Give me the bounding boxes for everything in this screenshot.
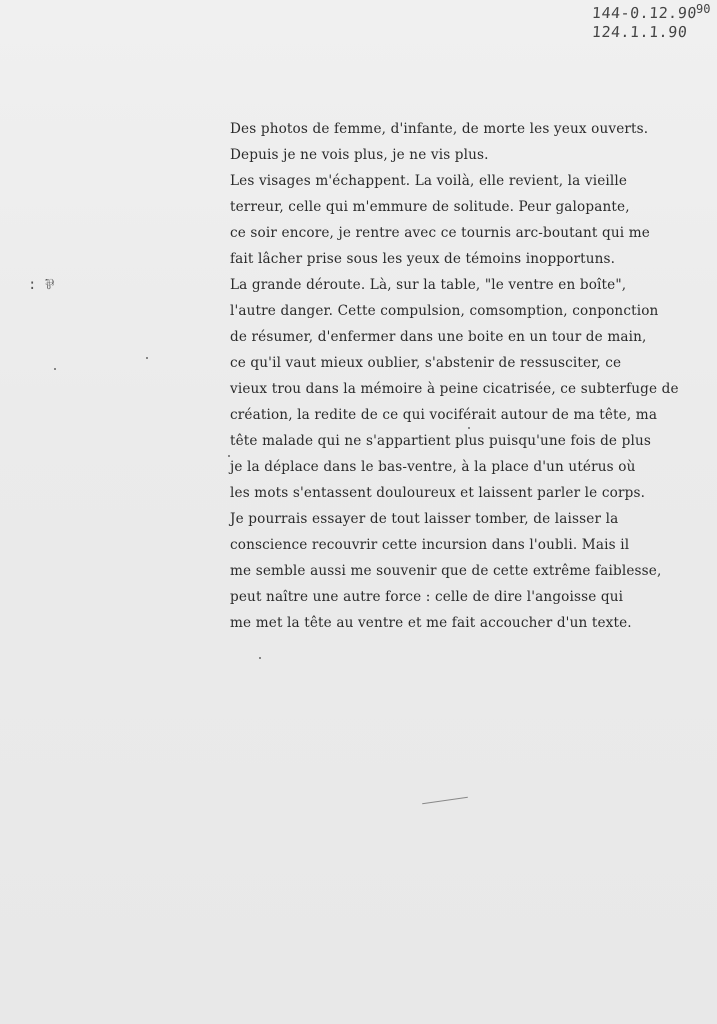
ink-speck: [54, 368, 56, 370]
margin-mark: : ⅌: [28, 277, 55, 293]
ink-speck: [146, 357, 148, 359]
text-line: me semble aussi me souvenir que de cette extrême faiblesse,: [230, 563, 662, 579]
handwritten-reference: [592, 4, 697, 42]
text-line: de résumer, d'enfermer dans une boite en un tour de main,: [230, 329, 647, 345]
page-number: 90: [696, 2, 711, 16]
text-line: Je pourrais essayer de tout laisser tomber, de laisser la: [230, 511, 619, 527]
text-line: fait lâcher prise sous les yeux de témoins inopportuns.: [230, 251, 616, 267]
ink-speck: [259, 657, 261, 659]
ink-speck: [468, 427, 470, 429]
text-line: vieux trou dans la mémoire à peine cicatrisée, ce subterfuge de: [230, 381, 679, 397]
reference-line-2: 124.1.1.90: [591, 23, 688, 41]
text-line: je la déplace dans le bas-ventre, à la place d'un utérus où: [230, 459, 636, 475]
text-line: l'autre danger. Cette compulsion, comsomption, conponction: [230, 303, 659, 319]
text-line: me met la tête au ventre et me fait accoucher d'un texte.: [230, 615, 632, 631]
text-line: Depuis je ne vois plus, je ne vis plus.: [230, 147, 489, 163]
text-line: peut naître une autre force : celle de dire l'angoisse qui: [230, 589, 624, 605]
pencil-stroke: [422, 797, 468, 804]
text-line: tête malade qui ne s'appartient plus puisqu'une fois de plus: [230, 433, 651, 449]
typewritten-text: [230, 116, 710, 636]
text-line: ce qu'il vaut mieux oublier, s'abstenir de ressusciter, ce: [230, 355, 622, 371]
text-line: ce soir encore, je rentre avec ce tournis arc-boutant qui me: [230, 225, 650, 241]
text-line: La grande déroute. Là, sur la table, "le ventre en boîte",: [230, 277, 627, 293]
text-line: Les visages m'échappent. La voilà, elle revient, la vieille: [230, 173, 628, 189]
text-line: conscience recouvrir cette incursion dans l'oubli. Mais il: [230, 537, 630, 553]
text-line: les mots s'entassent douloureux et laissent parler le corps.: [230, 485, 646, 501]
text-line: Des photos de femme, d'infante, de morte les yeux ouverts.: [230, 121, 649, 137]
text-line: terreur, celle qui m'emmure de solitude. Peur galopante,: [230, 199, 630, 215]
reference-line-1: 144-0.12.90: [591, 4, 698, 22]
text-line: création, la redite de ce qui vociférait autour de ma tête, ma: [230, 407, 658, 423]
ink-speck: [228, 455, 230, 457]
